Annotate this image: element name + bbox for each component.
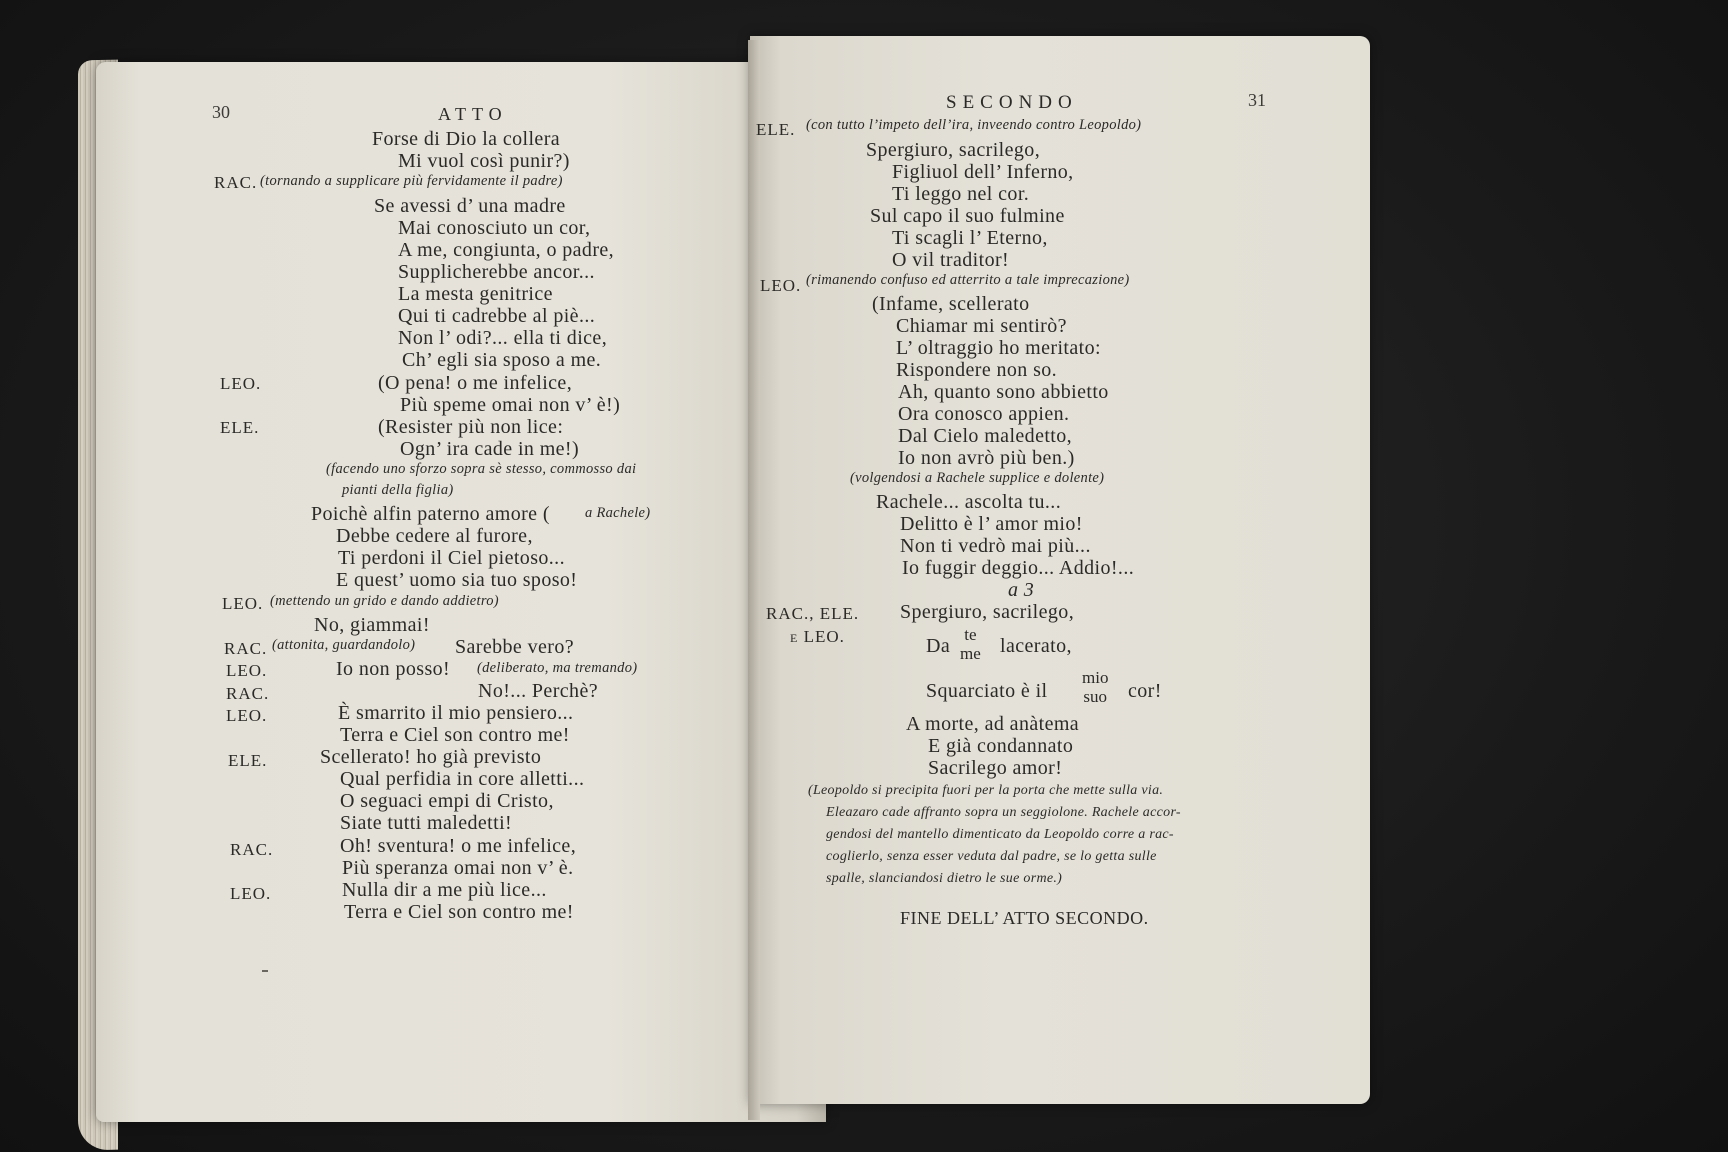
verse-line: Terra e Ciel son contro me! [340, 724, 570, 746]
verse-line: Qui ti cadrebbe al piè... [398, 305, 596, 327]
verse-line: (Infame, scellerato [872, 293, 1030, 315]
book-gutter [748, 40, 760, 1120]
speaker-label: ELE. [220, 418, 260, 437]
stacked-words [1082, 668, 1108, 706]
speaker-label: ELE. [756, 120, 796, 139]
stacked-word: mio [1082, 668, 1109, 687]
stage-direction: pianti della figlia) [342, 482, 454, 498]
stage-direction: (mettendo un grido e dando addietro) [270, 593, 499, 609]
verse-line: Da [926, 635, 951, 657]
verse-line: Io fuggir deggio... Addio!... [902, 557, 1135, 579]
verse-line: Oh! sventura! o me infelice, [340, 835, 577, 857]
verse-line: Ti perdoni il Ciel pietoso... [338, 547, 565, 569]
verse-line: Sul capo il suo fulmine [870, 205, 1065, 227]
speaker-label: LEO. [226, 661, 268, 680]
verse-line: O seguaci empi di Cristo, [340, 790, 554, 812]
speaker-label: ELE. [228, 751, 268, 770]
verse-line: Forse di Dio la collera [372, 128, 561, 150]
stage-direction: (tornando a supplicare più fervidamente il padre) [260, 173, 563, 189]
verse-line: È smarrito il mio pensiero... [338, 702, 574, 724]
stage-direction: (deliberato, ma tremando) [477, 660, 638, 676]
stage-direction: coglierlo, senza esser veduta dal padre, se lo getta sulle [826, 849, 1157, 864]
verse-line: Ah, quanto sono abbietto [898, 381, 1109, 403]
stacked-word: me [960, 644, 981, 663]
verse-line: Sarebbe vero? [455, 636, 575, 658]
verse-line: Se avessi d’ una madre [374, 195, 566, 217]
verse-line: Ch’ egli sia sposo a me. [402, 349, 602, 371]
end-of-act: FINE DELL’ ATTO SECONDO. [900, 908, 1149, 928]
verse-line: (O pena! o me infelice, [378, 372, 573, 394]
verse-line: No, giammai! [314, 614, 430, 636]
verse-line: Io non avrò più ben.) [898, 447, 1075, 469]
verse-line: Non ti vedrò mai più... [900, 535, 1091, 557]
stacked-word: te [964, 625, 977, 644]
running-head-left: ATTO [438, 104, 508, 124]
verse-line: Mai conosciuto un cor, [398, 217, 591, 239]
verse-line: Ti leggo nel cor. [892, 183, 1030, 205]
verse-line: Spergiuro, sacrilego, [866, 139, 1041, 161]
verse-line: Qual perfidia in core alletti... [340, 768, 585, 790]
verse-line: E già condannato [928, 735, 1074, 757]
trio-marker: a 3 [1008, 579, 1035, 601]
stage-direction: gendosi del mantello dimenticato da Leopoldo corre a rac- [826, 827, 1174, 842]
stacked-word: suo [1083, 687, 1108, 706]
verse-line: Dal Cielo maledetto, [898, 425, 1073, 447]
verse-line: A me, congiunta, o padre, [398, 239, 615, 261]
verse-line: Rispondere non so. [896, 359, 1058, 381]
stage-direction: (volgendosi a Rachele supplice e dolente) [850, 470, 1105, 486]
verse-line: La mesta genitrice [398, 283, 553, 305]
verse-line: Ti scagli l’ Eterno, [892, 227, 1048, 249]
speaker-label: RAC. [214, 173, 258, 192]
verse-line: L’ oltraggio ho meritato: [896, 337, 1101, 359]
verse-line: Non l’ odi?... ella ti dice, [398, 327, 608, 349]
verse-line: Chiamar mi sentirò? [896, 315, 1067, 337]
speaker-label: RAC. [230, 840, 274, 859]
verse-line: A morte, ad anàtema [906, 713, 1080, 735]
verse-line: cor! [1128, 680, 1162, 702]
stage-direction: (facendo uno sforzo sopra sè stesso, commosso dai [326, 461, 637, 477]
stage-direction: a Rachele) [585, 505, 651, 521]
verse-line: Spergiuro, sacrilego, [900, 601, 1075, 623]
stage-direction: (con tutto l’impeto dell’ira, inveendo contro Leopoldo) [806, 117, 1142, 133]
verse-line: Scellerato! ho già previsto [320, 746, 542, 768]
verse-line: Supplicherebbe ancor... [398, 261, 595, 283]
verse-line: Nulla dir a me più lice... [342, 879, 547, 901]
verse-line: Rachele... ascolta tu... [876, 491, 1062, 513]
running-head-right: SECONDO [946, 92, 1078, 113]
speaker-label: LEO. [230, 884, 272, 903]
verse-line: (Resister più non lice: [378, 416, 564, 438]
stage-direction: (rimanendo confuso ed atterrito a tale imprecazione) [806, 272, 1130, 288]
verse-line: No!... Perchè? [478, 680, 598, 702]
verse-line: E quest’ uomo sia tuo sposo! [336, 569, 578, 591]
verse-line: Delitto è l’ amor mio! [900, 513, 1083, 535]
verse-line: Ogn’ ira cade in me!) [400, 438, 580, 460]
verse-line: Sacrilego amor! [928, 757, 1063, 779]
verse-line: O vil traditor! [892, 249, 1010, 271]
stage-direction: (Leopoldo si precipita fuori per la porta che mette sulla via. [808, 783, 1164, 798]
open-book [78, 30, 1378, 1120]
speaker-label: RAC., ELE. [766, 604, 860, 623]
speaker-label: LEO. [760, 276, 802, 295]
verse-line: Mi vuol così punir?) [398, 150, 570, 172]
page-number-right: 31 [1248, 90, 1266, 110]
verse-line: Debbe cedere al furore, [336, 525, 533, 547]
speaker-label: LEO. [222, 594, 264, 613]
ink-speck [262, 970, 268, 972]
verse-line: Terra e Ciel son contro me! [344, 901, 574, 923]
verse-line: Ora conosco appien. [898, 403, 1070, 425]
stage-direction: Eleazaro cade affranto sopra un seggiolone. Rachele accor- [826, 805, 1181, 820]
speaker-label: e LEO. [790, 627, 845, 646]
speaker-label: LEO. [220, 374, 262, 393]
verse-line: Io non posso! [336, 658, 451, 680]
stage-direction: spalle, slanciandosi dietro le sue orme.) [826, 871, 1063, 886]
verse-line: Più speme omai non v’ è!) [400, 394, 621, 416]
speaker-label: RAC. [226, 684, 270, 703]
verse-line: Siate tutti maledetti! [340, 812, 513, 834]
speaker-label: LEO. [226, 706, 268, 725]
verse-line: lacerato, [1000, 635, 1072, 657]
verse-line: Poichè alfin paterno amore ( [311, 503, 550, 525]
verse-line: Più speranza omai non v’ è. [342, 857, 574, 879]
verse-line: Squarciato è il [926, 680, 1048, 702]
verse-line: Figliuol dell’ Inferno, [892, 161, 1074, 183]
stage-direction: (attonita, guardandolo) [272, 637, 416, 653]
page-number-left: 30 [212, 102, 230, 122]
stacked-words [960, 625, 981, 663]
speaker-label: RAC. [224, 639, 268, 658]
